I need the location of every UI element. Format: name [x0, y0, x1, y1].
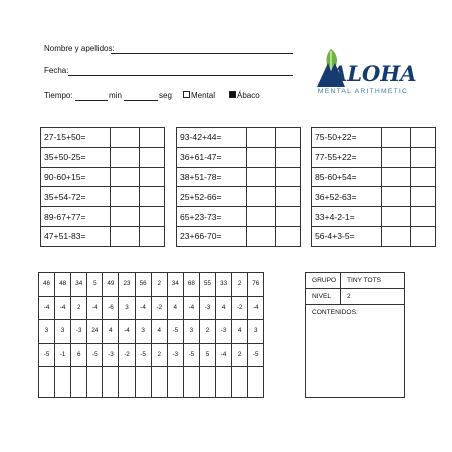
column-number-row: [39, 343, 264, 367]
column-answer-cell[interactable]: [183, 367, 199, 398]
problem-text: 90-60+15=: [41, 167, 111, 187]
column-number-cell: 2: [151, 343, 167, 367]
date-field[interactable]: [68, 67, 293, 76]
column-number-cell: 23: [119, 273, 135, 297]
abaco-checkbox[interactable]: [229, 91, 236, 98]
column-number-cell: 3: [248, 320, 264, 344]
problem-table-left: [40, 127, 165, 247]
column-number-cell: 76: [248, 273, 264, 297]
problem-row: [41, 147, 165, 167]
check-cell[interactable]: [276, 226, 301, 246]
column-answer-cell[interactable]: [71, 367, 87, 398]
check-cell[interactable]: [140, 167, 165, 187]
check-cell[interactable]: [411, 128, 436, 148]
column-number-cell: -5: [39, 343, 55, 367]
column-number-cell: 3: [55, 320, 71, 344]
problem-row: [312, 128, 436, 148]
check-cell[interactable]: [411, 207, 436, 227]
column-number-cell: 33: [216, 273, 232, 297]
column-number-cell: 4: [103, 320, 119, 344]
problem-row: [41, 207, 165, 227]
column-answer-cell[interactable]: [39, 367, 55, 398]
problem-text: 36+52-63=: [312, 187, 382, 207]
column-number-cell: -4: [183, 296, 199, 320]
problem-row: [41, 187, 165, 207]
check-cell[interactable]: [140, 147, 165, 167]
answer-cell[interactable]: [382, 226, 411, 246]
column-number-cell: -3: [167, 343, 183, 367]
column-number-cell: 46: [39, 273, 55, 297]
column-number-cell: -3: [199, 296, 215, 320]
grupo-label: GRUPO: [306, 273, 341, 289]
mental-option[interactable]: [183, 91, 215, 100]
answer-cell[interactable]: [382, 167, 411, 187]
problem-text: 85-60+54=: [312, 167, 382, 187]
nivel-label: NIVEL: [306, 289, 341, 305]
column-answer-cell[interactable]: [248, 367, 264, 398]
column-number-cell: 5: [199, 343, 215, 367]
column-number-cell: -3: [71, 320, 87, 344]
problem-text: 47+51-83=: [41, 226, 111, 246]
answer-cell[interactable]: [111, 207, 140, 227]
column-sums-table: [38, 272, 264, 398]
column-number-cell: -3: [103, 343, 119, 367]
column-number-cell: 5: [87, 273, 103, 297]
column-number-cell: -5: [167, 320, 183, 344]
column-number-row: [39, 296, 264, 320]
column-number-cell: 49: [103, 273, 119, 297]
column-number-cell: 3: [39, 320, 55, 344]
problem-row: [177, 187, 301, 207]
column-answer-cell[interactable]: [135, 367, 151, 398]
column-answer-cell[interactable]: [87, 367, 103, 398]
problem-text: 27-15+50=: [41, 128, 111, 148]
problem-row: [177, 207, 301, 227]
nivel-value: 2: [341, 289, 405, 305]
answer-cell[interactable]: [247, 207, 276, 227]
column-number-cell: 2: [71, 296, 87, 320]
column-number-cell: -6: [103, 296, 119, 320]
check-cell[interactable]: [276, 167, 301, 187]
abaco-label: Ábaco: [237, 91, 260, 100]
column-number-cell: 2: [232, 273, 248, 297]
column-number-cell: -4: [39, 296, 55, 320]
check-cell[interactable]: [276, 128, 301, 148]
column-answer-cell[interactable]: [232, 367, 248, 398]
answer-cell[interactable]: [247, 167, 276, 187]
check-cell[interactable]: [140, 226, 165, 246]
column-answer-row: [39, 367, 264, 398]
name-label: Nombre y apellidos:: [44, 44, 115, 53]
problem-row: [312, 207, 436, 227]
column-number-cell: 4: [167, 296, 183, 320]
mental-checkbox[interactable]: [183, 91, 190, 98]
problem-row: [177, 147, 301, 167]
problem-text: 75-50+22=: [312, 128, 382, 148]
check-cell[interactable]: [411, 187, 436, 207]
column-number-cell: -4: [216, 343, 232, 367]
answer-cell[interactable]: [247, 187, 276, 207]
column-number-cell: -3: [216, 320, 232, 344]
column-number-cell: 3: [135, 320, 151, 344]
problem-text: 33+4-2-1=: [312, 207, 382, 227]
answer-cell[interactable]: [111, 167, 140, 187]
column-number-cell: -4: [55, 296, 71, 320]
answer-cell[interactable]: [247, 147, 276, 167]
column-number-cell: -5: [183, 343, 199, 367]
min-label: min: [109, 91, 122, 100]
answer-cell[interactable]: [382, 207, 411, 227]
check-cell[interactable]: [140, 187, 165, 207]
column-number-cell: 2: [151, 273, 167, 297]
answer-cell[interactable]: [247, 128, 276, 148]
problem-row: [177, 226, 301, 246]
problem-row: [312, 226, 436, 246]
column-number-cell: -4: [87, 296, 103, 320]
check-cell[interactable]: [276, 147, 301, 167]
column-number-cell: 24: [87, 320, 103, 344]
problem-row: [41, 128, 165, 148]
problem-row: [312, 167, 436, 187]
seconds-field[interactable]: [124, 92, 158, 101]
column-answer-cell[interactable]: [55, 367, 71, 398]
column-number-cell: -5: [248, 343, 264, 367]
column-number-cell: 55: [199, 273, 215, 297]
check-cell[interactable]: [276, 187, 301, 207]
column-number-cell: -4: [135, 296, 151, 320]
problem-row: [41, 226, 165, 246]
column-number-cell: -4: [248, 296, 264, 320]
date-label: Fecha:: [44, 66, 69, 75]
answer-cell[interactable]: [111, 128, 140, 148]
column-number-cell: 6: [71, 343, 87, 367]
column-answer-cell[interactable]: [199, 367, 215, 398]
column-number-cell: 34: [71, 273, 87, 297]
column-number-cell: -1: [55, 343, 71, 367]
column-number-cell: -2: [232, 296, 248, 320]
minutes-field[interactable]: [75, 92, 108, 101]
answer-cell[interactable]: [382, 128, 411, 148]
problem-text: 25+52-66=: [177, 187, 247, 207]
column-answer-cell[interactable]: [119, 367, 135, 398]
answer-cell[interactable]: [111, 147, 140, 167]
seg-label: seg: [159, 91, 172, 100]
logo-wordmark: ALOHA: [331, 61, 417, 86]
contenidos-label: CONTENIDOS:: [306, 305, 405, 398]
answer-cell[interactable]: [111, 226, 140, 246]
problem-text: 89-67+77=: [41, 207, 111, 227]
logo-subtitle: MENTAL ARITHMETIC: [317, 88, 409, 95]
column-number-cell: 4: [151, 320, 167, 344]
answer-cell[interactable]: [382, 187, 411, 207]
column-answer-cell[interactable]: [151, 367, 167, 398]
column-number-cell: 34: [167, 273, 183, 297]
column-number-cell: 48: [55, 273, 71, 297]
abaco-option[interactable]: [229, 91, 260, 100]
column-number-cell: 2: [232, 343, 248, 367]
problem-text: 23+66-70=: [177, 226, 247, 246]
column-number-cell: 3: [119, 296, 135, 320]
answer-cell[interactable]: [111, 187, 140, 207]
column-number-cell: 4: [232, 320, 248, 344]
column-number-row: [39, 273, 264, 297]
problem-row: [41, 167, 165, 187]
check-cell[interactable]: [276, 207, 301, 227]
column-number-cell: -4: [119, 320, 135, 344]
column-number-cell: 3: [183, 320, 199, 344]
problem-table-middle: [176, 127, 301, 247]
answer-cell[interactable]: [247, 226, 276, 246]
column-number-cell: 68: [183, 273, 199, 297]
problem-text: 35+50-25=: [41, 147, 111, 167]
column-number-cell: 4: [216, 296, 232, 320]
check-cell[interactable]: [411, 226, 436, 246]
column-number-cell: 2: [199, 320, 215, 344]
column-number-cell: -2: [151, 296, 167, 320]
problem-row: [177, 167, 301, 187]
check-cell[interactable]: [140, 207, 165, 227]
problem-text: 77-55+22=: [312, 147, 382, 167]
column-answer-cell[interactable]: [103, 367, 119, 398]
column-number-cell: -5: [135, 343, 151, 367]
problem-text: 35+54-72=: [41, 187, 111, 207]
column-answer-cell[interactable]: [167, 367, 183, 398]
problem-text: 65+23-73=: [177, 207, 247, 227]
problem-row: [312, 187, 436, 207]
info-table: [305, 272, 405, 398]
column-number-row: [39, 320, 264, 344]
mental-label: Mental: [191, 91, 216, 100]
problem-text: 93-42+44=: [177, 128, 247, 148]
problem-text: 38+51-78=: [177, 167, 247, 187]
check-cell[interactable]: [140, 128, 165, 148]
grupo-value: TINY TOTS: [341, 273, 405, 289]
problem-text: 56-4+3-5=: [312, 226, 382, 246]
problem-table-right: [311, 127, 436, 247]
column-answer-cell[interactable]: [216, 367, 232, 398]
aloha-logo: [313, 47, 417, 107]
problem-text: 36+61-47=: [177, 147, 247, 167]
column-number-cell: -2: [119, 343, 135, 367]
answer-cell[interactable]: [382, 147, 411, 167]
problem-row: [312, 147, 436, 167]
name-field[interactable]: [111, 45, 293, 54]
column-number-cell: 56: [135, 273, 151, 297]
problem-row: [177, 128, 301, 148]
column-number-cell: -5: [87, 343, 103, 367]
time-label: Tiempo:: [44, 91, 73, 100]
check-cell[interactable]: [411, 147, 436, 167]
check-cell[interactable]: [411, 167, 436, 187]
